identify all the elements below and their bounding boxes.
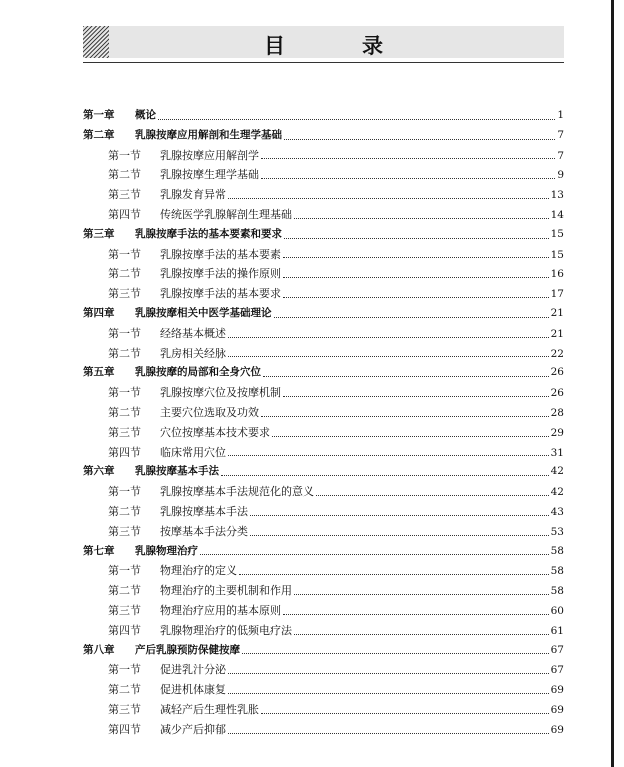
dot-leader [263,375,549,377]
dot-leader [250,514,549,516]
dot-leader [283,256,549,258]
entry-title: 物理治疗的主要机制和作用 [160,584,292,598]
entry-number: 第三章 [83,227,115,240]
entry-number: 第四节 [108,445,141,459]
entry-number: 第二节 [108,504,141,518]
entry-number: 第二节 [108,405,141,419]
entry-number: 第三节 [108,425,141,439]
dot-leader [221,474,549,476]
entry-title: 乳腺按摩基本手法 [160,504,248,518]
entry-page-number: 69 [550,723,564,736]
entry-page-number: 26 [550,387,564,400]
entry-title: 乳腺按摩手法的基本要素和要求 [135,227,282,240]
entry-title: 乳腺物理治疗的低频电疗法 [160,623,292,637]
entry-page-number: 58 [550,565,564,578]
dot-leader [158,118,555,120]
entry-number: 第一节 [108,247,141,261]
toc-chapter-entry[interactable] [83,363,564,383]
toc-section-entry[interactable] [83,522,564,542]
entry-number: 第三节 [108,603,141,617]
entry-page-number: 43 [550,505,564,518]
entry-title: 乳腺按摩基本手法 [135,465,219,478]
entry-page-number: 29 [550,426,564,439]
entry-number: 第六章 [83,465,115,478]
entry-page-number: 69 [550,684,564,697]
dot-leader [294,633,549,635]
dot-leader [316,494,549,496]
dot-leader [228,672,549,674]
entry-number: 第三节 [108,702,141,716]
entry-number: 第一章 [83,109,115,121]
table-of-contents [83,106,564,740]
entry-number: 第三节 [108,188,141,202]
toc-section-entry[interactable] [83,165,564,185]
entry-number: 第四节 [108,623,141,637]
toc-section-entry[interactable] [83,700,564,720]
entry-page-number: 15 [550,227,564,240]
entry-title: 乳腺按摩基本手法规范化的意义 [160,485,314,499]
entry-page-number: 31 [550,446,564,459]
entry-page-number: 28 [550,406,564,419]
toc-section-entry[interactable] [83,245,564,265]
dot-leader [283,395,549,397]
dot-leader [228,732,549,734]
entry-page-number: 17 [550,288,564,301]
dot-leader [261,177,555,179]
entry-title: 乳腺按摩应用解剖和生理学基础 [135,128,282,141]
toc-chapter-entry[interactable] [83,304,564,324]
entry-title: 物理治疗的定义 [160,564,237,578]
entry-page-number: 58 [550,585,564,598]
entry-number: 第七章 [83,544,115,557]
entry-page-number: 14 [550,208,564,221]
entry-page-number: 15 [550,248,564,261]
entry-number: 第一节 [108,326,141,340]
entry-page-number: 67 [550,664,564,677]
entry-title: 乳房相关经脉 [160,346,226,360]
entry-number: 第一节 [108,564,141,578]
entry-page-number: 21 [550,327,564,340]
entry-title: 减少产后抑郁 [160,722,226,736]
toc-section-entry[interactable] [83,660,564,680]
entry-number: 第五章 [83,366,115,379]
entry-page-number: 42 [550,486,564,499]
entry-page-number: 22 [550,347,564,360]
toc-section-entry[interactable] [83,502,564,522]
entry-title: 促进乳汁分泌 [160,663,226,677]
entry-title: 促进机体康复 [160,683,226,697]
toc-section-entry[interactable] [83,185,564,205]
dot-leader [283,613,549,615]
toc-section-entry[interactable] [83,621,564,641]
page-edge-rule [611,0,614,767]
dot-leader [283,296,549,298]
entry-number: 第四节 [108,722,141,736]
entry-title: 乳腺按摩穴位及按摩机制 [160,386,281,400]
toc-section-entry[interactable] [83,284,564,304]
entry-number: 第二节 [108,168,141,182]
toc-section-entry[interactable] [83,443,564,463]
toc-section-entry[interactable] [83,720,564,740]
dot-leader [228,336,549,338]
dot-leader [200,553,549,555]
entry-title: 乳腺按摩手法的操作原则 [160,267,281,281]
entry-page-number: 53 [550,525,564,538]
toc-section-entry[interactable] [83,383,564,403]
entry-page-number: 42 [550,465,564,478]
dot-leader [228,692,549,694]
entry-page-number: 58 [550,544,564,557]
dot-leader [284,138,555,140]
entry-number: 第一节 [108,148,141,162]
toc-section-entry[interactable] [83,581,564,601]
dot-leader [228,454,549,456]
toc-chapter-entry[interactable] [83,106,564,126]
entry-number: 第一节 [108,386,141,400]
entry-page-number: 13 [550,189,564,202]
toc-section-entry[interactable] [83,403,564,423]
toc-section-entry[interactable] [83,264,564,284]
entry-title: 乳腺物理治疗 [135,544,198,557]
entry-number: 第八章 [83,643,115,656]
entry-page-number: 7 [557,149,564,162]
entry-title: 物理治疗应用的基本原则 [160,603,281,617]
dot-leader [274,316,549,318]
entry-title: 乳腺按摩相关中医学基础理论 [135,306,272,319]
entry-title: 穴位按摩基本技术要求 [160,425,270,439]
entry-number: 第一节 [108,485,141,499]
entry-number: 第三节 [108,287,141,301]
dot-leader [261,712,549,714]
entry-page-number: 21 [550,306,564,319]
entry-title: 经络基本概述 [160,326,226,340]
toc-section-entry[interactable] [83,561,564,581]
entry-title: 乳腺按摩手法的基本要素 [160,247,281,261]
entry-number: 第二节 [108,346,141,360]
dot-leader [261,157,555,159]
entry-number: 第三节 [108,524,141,538]
entry-title: 乳腺按摩生理学基础 [160,168,259,182]
entry-page-number: 61 [550,624,564,637]
toc-chapter-entry[interactable] [83,641,564,661]
entry-number: 第二节 [108,267,141,281]
entry-title: 按摩基本手法分类 [160,524,248,538]
entry-page-number: 1 [557,109,564,121]
toc-chapter-entry[interactable] [83,126,564,146]
entry-title: 乳腺按摩应用解剖学 [160,148,259,162]
entry-page-number: 16 [550,268,564,281]
title-underline [83,62,564,63]
entry-title: 产后乳腺预防保健按摩 [135,643,240,656]
entry-title: 乳腺发育异常 [160,188,226,202]
dot-leader [250,534,549,536]
entry-title: 临床常用穴位 [160,445,226,459]
toc-section-entry[interactable] [83,601,564,621]
page-title: 目 录 [264,34,411,58]
entry-title: 减轻产后生理性乳胀 [160,702,259,716]
dot-leader [228,197,549,199]
entry-title: 乳腺按摩手法的基本要求 [160,287,281,301]
toc-section-entry[interactable] [83,205,564,225]
entry-page-number: 69 [550,703,564,716]
entry-page-number: 60 [550,604,564,617]
entry-number: 第四章 [83,306,115,319]
entry-number: 第二节 [108,683,141,697]
toc-section-entry[interactable] [83,146,564,166]
dot-leader [228,355,549,357]
entry-page-number: 26 [550,366,564,379]
toc-section-entry[interactable] [83,344,564,364]
entry-title: 乳腺按摩的局部和全身穴位 [135,366,261,379]
entry-title: 概论 [135,109,156,121]
dot-leader [294,593,549,595]
toc-section-entry[interactable] [83,423,564,443]
entry-number: 第四节 [108,207,141,221]
toc-chapter-entry[interactable] [83,542,564,562]
title-banner [83,26,564,58]
entry-number: 第一节 [108,663,141,677]
dot-leader [261,415,549,417]
toc-section-entry[interactable] [83,482,564,502]
dot-leader [272,435,549,437]
entry-number: 第二节 [108,584,141,598]
toc-section-entry[interactable] [83,324,564,344]
toc-chapter-entry[interactable] [83,225,564,245]
entry-page-number: 67 [550,643,564,656]
toc-chapter-entry[interactable] [83,462,564,482]
dot-leader [242,652,549,654]
entry-page-number: 7 [557,128,564,141]
toc-section-entry[interactable] [83,680,564,700]
entry-page-number: 9 [557,169,564,182]
dot-leader [283,276,549,278]
dot-leader [294,217,549,219]
entry-number: 第二章 [83,128,115,141]
dot-leader [239,573,549,575]
entry-title: 主要穴位选取及功效 [160,405,259,419]
entry-title: 传统医学乳腺解剖生理基础 [160,207,292,221]
dot-leader [284,237,549,239]
